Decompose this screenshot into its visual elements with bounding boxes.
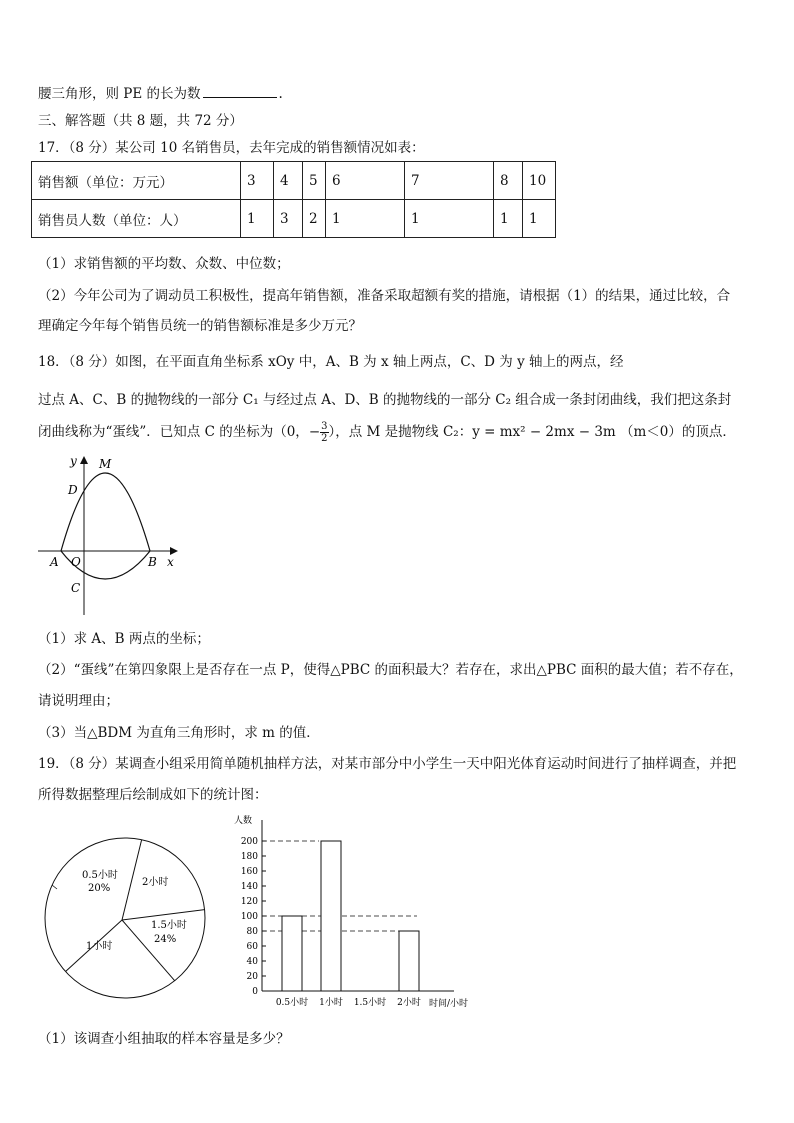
q18-part3: （3）当△BDM 为直角三角形时，求 m 的值． — [38, 725, 320, 741]
fraction-denominator: 2 — [321, 433, 328, 444]
pie-percent-1.5h: 24% — [154, 934, 177, 945]
label-m: M — [99, 457, 112, 471]
table-cell: 8 — [494, 162, 523, 200]
label-a: A — [50, 555, 59, 569]
q18-line1: 18．（8 分）如图，在平面直角坐标系 xOy 中，A、B 为 x 轴上两点，C、D 为 y 轴上的两点，经 — [38, 354, 624, 370]
label-c: C — [71, 581, 81, 595]
bar-y-tick-label: 40 — [246, 957, 258, 967]
pie-label-2h: 2小时 — [142, 877, 169, 888]
q18-part1: （1）求 A、B 两点的坐标； — [38, 631, 210, 647]
fill-blank-end: . — [278, 86, 283, 102]
table-cell: 3 — [274, 200, 303, 238]
q17-part2-line1: （2）今年公司为了调动员工积极性，提高年销售额，准备采取超额有奖的措施，请根据（1）的结果，通过比较，合 — [38, 288, 731, 304]
bar-0.5小时 — [282, 916, 302, 991]
bar-x-tick-label: 2小时 — [397, 998, 421, 1008]
pie-slice-boundary-1 — [122, 910, 205, 920]
bar-2小时 — [399, 931, 419, 991]
table-cell: 3 — [241, 162, 274, 200]
table-row — [32, 162, 556, 200]
pie-chart — [40, 825, 220, 1005]
bar-y-tick-label: 160 — [240, 867, 258, 877]
table-cell: 1 — [405, 200, 494, 238]
q17-part1: （1）求销售额的平均数、众数、中位数； — [38, 256, 290, 272]
label-d: D — [68, 483, 78, 497]
q19-line1: 19．（8 分）某调查小组采用简单随机抽样方法，对某市部分中小学生一天中阳光体育运动时间进行了抽样调查，并把 — [38, 756, 737, 772]
pie-label-0.5h: 0.5小时 — [82, 870, 118, 881]
bar-y-tick-label: 100 — [240, 912, 258, 922]
table-cell: 1 — [326, 200, 405, 238]
fraction — [320, 421, 328, 444]
q18-line3-a: 闭曲线称为“蛋线”．已知点 C 的坐标为（0， — [38, 424, 309, 440]
bar-chart — [222, 808, 484, 1013]
table-header-cell: 销售额（单位：万元） — [32, 162, 241, 200]
sales-table — [31, 161, 556, 238]
table-cell: 2 — [303, 200, 326, 238]
table-cell: 4 — [274, 162, 303, 200]
table-cell: 1 — [523, 200, 556, 238]
bar-y-tick-label: 140 — [240, 882, 258, 892]
table-row — [32, 200, 556, 238]
q18-part2-line1: （2）“蛋线”在第四象限上是否存在一点 P，使得△PBC 的面积最大？若存在，求出△PBC 面积的最大值；若不存在， — [38, 662, 743, 678]
table-cell: 7 — [405, 162, 494, 200]
q18-line3 — [38, 420, 736, 444]
bar-y-tick-label: 200 — [240, 837, 258, 847]
bar-x-axis-title: 时间/小时 — [429, 999, 469, 1009]
fill-blank-text: 腰三角形，则 PE 的长为数 — [38, 86, 201, 102]
minus-sign: − — [308, 424, 321, 440]
bar-y-tick-label: 80 — [246, 927, 258, 937]
table-cell: 1 — [241, 200, 274, 238]
q19-part1: （1）该调查小组抽取的样本容量是多少？ — [38, 1031, 290, 1047]
fraction-numerator: 3 — [321, 421, 328, 432]
label-b: B — [148, 555, 157, 569]
q18-line2: 过点 A、C、B 的抛物线的一部分 C₁ 与经过点 A、D、B 的抛物线的一部分 C₂ 组合成一条封闭曲线，我们把这条封 — [38, 392, 732, 408]
q18-part2-line2: 请说明理由； — [38, 693, 119, 709]
label-y: y — [70, 454, 77, 468]
section-heading: 三、解答题（共 8 题，共 72 分） — [38, 113, 243, 129]
pie-label-1.5h: 1.5小时 — [151, 920, 187, 931]
pie-slice-boundary-0 — [122, 840, 142, 920]
q17-stem: 17．（8 分）某公司 10 名销售员，去年完成的销售额情况如表： — [38, 140, 425, 156]
bar-y-tick-label: 0 — [252, 987, 258, 997]
answer-blank[interactable] — [203, 85, 277, 98]
pie-percent-0.5h: 20% — [88, 883, 111, 894]
table-cell: 1 — [494, 200, 523, 238]
label-o: O — [71, 555, 81, 569]
bar-y-tick-label: 60 — [246, 942, 258, 952]
pie-outline — [45, 838, 205, 998]
fill-blank-line — [38, 82, 283, 102]
bar-y-tick-label: 20 — [246, 972, 258, 982]
egg-line-graph — [30, 450, 190, 620]
bar-x-tick-label: 1小时 — [319, 998, 343, 1008]
table-cell: 5 — [303, 162, 326, 200]
pie-leader-line — [52, 885, 57, 889]
table-cell: 10 — [523, 162, 556, 200]
table-cell: 6 — [326, 162, 405, 200]
bar-x-tick-label: 0.5小时 — [275, 998, 309, 1008]
bar-y-tick-label: 120 — [240, 897, 258, 907]
bar-y-tick-label: 180 — [240, 852, 258, 862]
bar-y-axis-title: 人数 — [234, 816, 253, 826]
q19-line2: 所得数据整理后绘制成如下的统计图： — [38, 787, 268, 803]
bar-1小时 — [321, 841, 341, 991]
pie-label-1h: 1小时 — [86, 941, 113, 952]
table-header-cell: 销售员人数（单位：人） — [32, 200, 241, 238]
bar-x-tick-label: 1.5小时 — [353, 998, 387, 1008]
label-x: x — [167, 555, 174, 569]
q18-line3-b: ），点 M 是抛物线 C₂：y = mx² − 2mx − 3m （m＜0）的顶点． — [328, 424, 736, 440]
q17-part2-line2: 理确定今年每个销售员统一的销售额标准是多少万元？ — [38, 318, 362, 334]
